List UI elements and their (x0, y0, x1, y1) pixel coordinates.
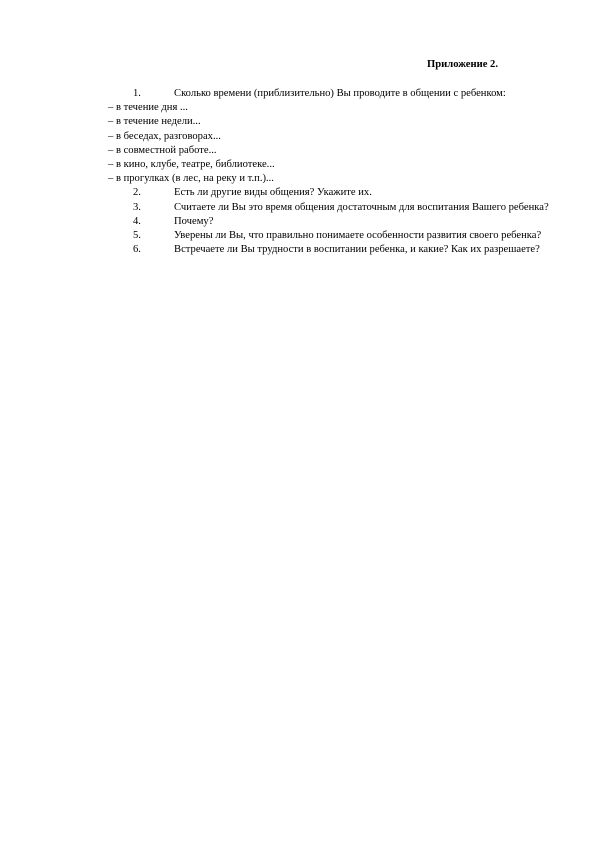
question-number: 6. (133, 244, 141, 256)
question-2 (108, 186, 568, 199)
question-number: 4. (133, 215, 141, 227)
question-text: Уверены ли Вы, что правильно понимаете особенности развития своего ребенка? (174, 230, 542, 242)
question-text: Почему? (174, 215, 214, 227)
answer-option: – в прогулках (в лес, на реку и т.п.)... (108, 173, 274, 185)
question-3 (108, 201, 568, 214)
question-1 (108, 87, 568, 100)
question-4 (108, 215, 568, 228)
answer-option: – в течение дня ... (108, 102, 188, 114)
question-5 (108, 229, 568, 242)
question-number: 5. (133, 230, 141, 242)
question-text: Есть ли другие виды общения? Укажите их. (174, 187, 372, 199)
question-text: Встречаете ли Вы трудности в воспитании ребенка, и какие? Как их разрешаете? (174, 244, 540, 256)
question-6 (108, 243, 568, 256)
questionnaire (108, 87, 568, 257)
answer-option: – в кино, клубе, театре, библиотеке... (108, 159, 275, 171)
appendix-title: Приложение 2. (427, 59, 498, 70)
question-number: 1. (133, 88, 141, 99)
question-number: 3. (133, 201, 141, 213)
answer-option: – в течение недели... (108, 116, 201, 128)
answer-option: – в беседах, разговорах... (108, 130, 221, 142)
question-text: Сколько времени (приблизительно) Вы проводите в общении с ребенком: (174, 88, 506, 99)
question-number: 2. (133, 187, 141, 199)
question-text: Считаете ли Вы это время общения достаточным для воспитания Вашего ребенка? (174, 201, 549, 213)
answer-option: – в совместной работе... (108, 144, 217, 156)
